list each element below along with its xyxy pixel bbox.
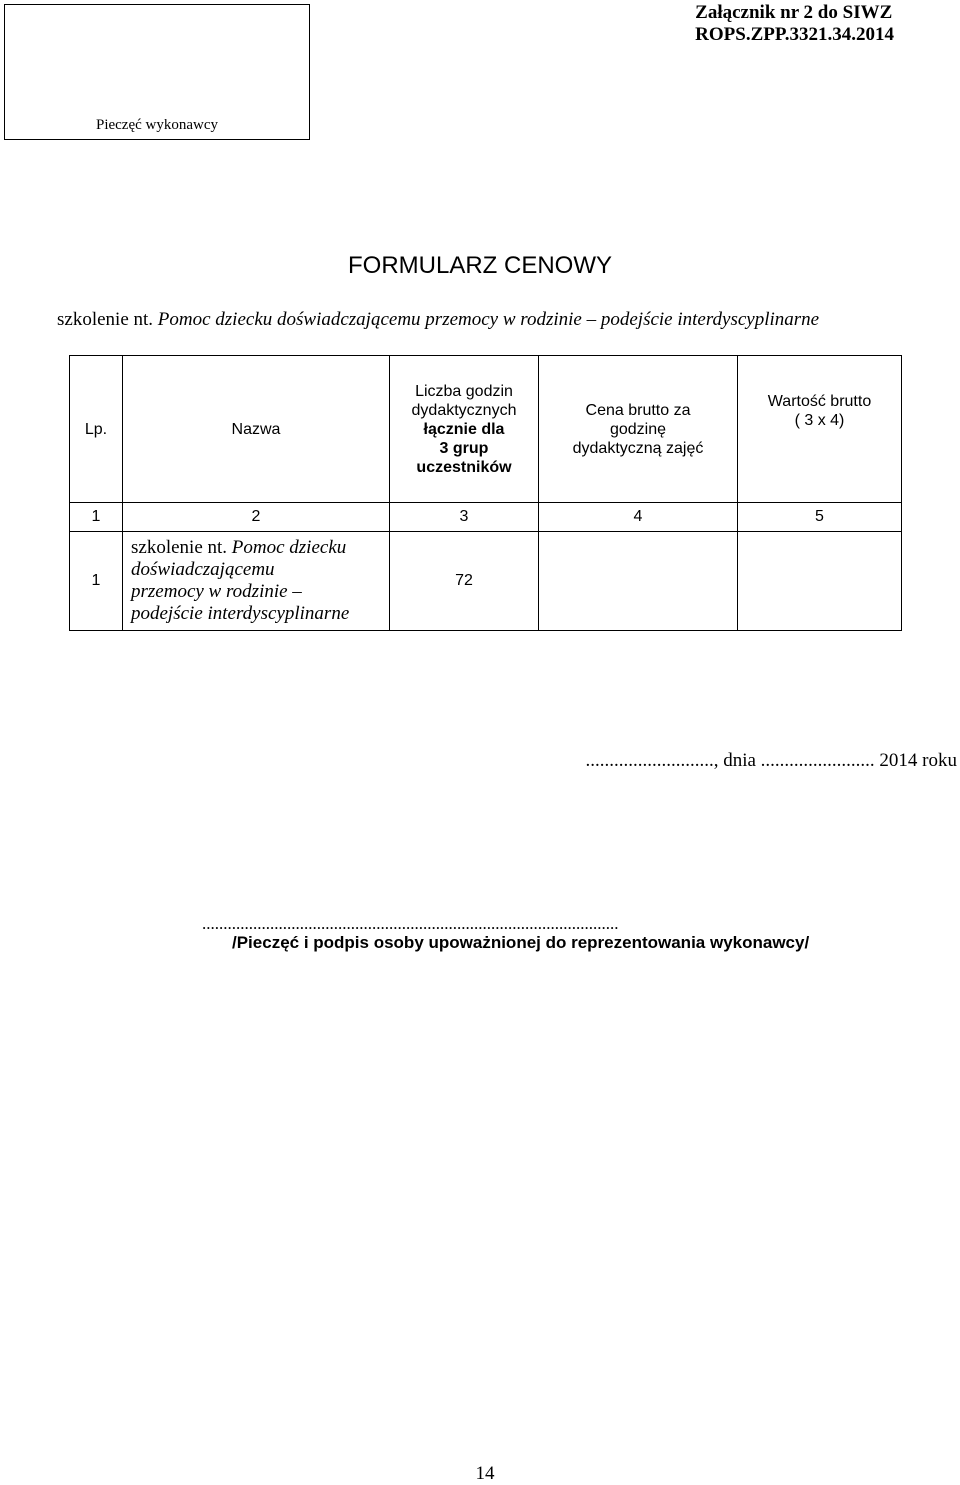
column-number: 4: [539, 503, 738, 532]
header-value: [738, 356, 902, 503]
row-value-input[interactable]: [738, 532, 902, 631]
page-number: 14: [475, 1463, 495, 1484]
row-lp: 1: [70, 532, 123, 631]
header-hours-line: łącznie dla: [423, 420, 505, 438]
column-number: 5: [738, 503, 902, 532]
table-row: [70, 532, 902, 631]
row-name-prefix: szkolenie nt.: [131, 537, 232, 558]
header-price-line: dydaktyczną zajęć: [572, 439, 704, 457]
date-line: ..........................., dnia ........................ 2014 roku: [585, 750, 957, 771]
row-name: [123, 532, 390, 631]
header-value-line: Wartość brutto: [767, 393, 872, 410]
header-hours-line: Liczba godzin: [415, 382, 513, 400]
annex-line-1: Załącznik nr 2 do SIWZ: [695, 2, 893, 23]
header-hours-line: 3 grup: [439, 439, 489, 457]
table-header-row: [70, 356, 902, 503]
header-hours-line: uczestników: [416, 458, 512, 476]
subject-topic: Pomoc dziecku doświadczającemu przemocy w rodzinie – podejście interdyscyplinarne: [157, 309, 820, 330]
annex-line-2: ROPS.ZPP.3321.34.2014: [695, 24, 894, 45]
row-name-line: przemocy w rodzinie –: [131, 581, 302, 602]
signature-dots: ..................................................................................................: [202, 914, 619, 933]
contractor-stamp-box: [4, 4, 310, 140]
row-name-line: podejście interdyscyplinarne: [131, 603, 350, 624]
column-number: 1: [70, 503, 123, 532]
training-subject: [57, 309, 819, 331]
row-name-line: Pomoc dziecku: [231, 537, 347, 558]
header-hours: [390, 356, 539, 503]
header-name: Nazwa: [123, 356, 390, 503]
stamp-label: Pieczęć wykonawcy: [95, 117, 219, 133]
column-number: 3: [390, 503, 539, 532]
row-price-input[interactable]: [539, 532, 738, 631]
header-price-line: godzinę: [609, 420, 667, 438]
annex-reference: [695, 2, 894, 46]
signature-label: /Pieczęć i podpis osoby upoważnionej do reprezentowania wykonawcy/: [232, 933, 810, 952]
row-hours: 72: [390, 532, 539, 631]
price-table: [69, 355, 902, 631]
column-number: 2: [123, 503, 390, 532]
column-number-row: [70, 503, 902, 532]
subject-prefix: szkolenie nt.: [57, 309, 158, 330]
row-name-line: doświadczającemu: [131, 559, 275, 580]
header-value-line: ( 3 x 4): [794, 412, 845, 429]
header-price: [539, 356, 738, 503]
header-lp: Lp.: [70, 356, 123, 503]
header-hours-line: dydaktycznych: [411, 401, 517, 419]
page-title: FORMULARZ CENOWY: [348, 252, 612, 279]
header-price-line: Cena brutto za: [585, 401, 691, 419]
